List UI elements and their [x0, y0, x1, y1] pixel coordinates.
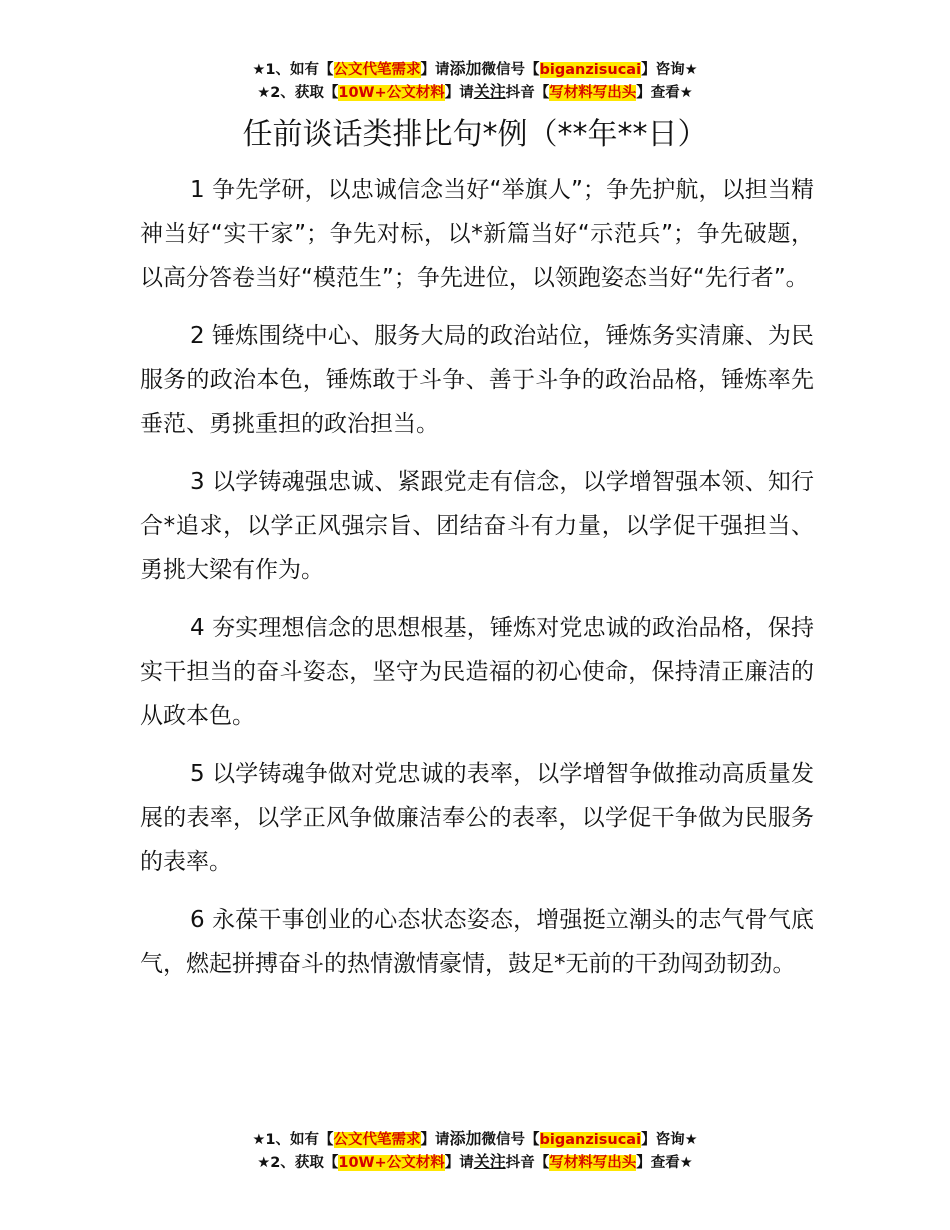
paragraph-2: 2 锤炼围绕中心、服务大局的政治站位，锤炼务实清廉、为民服务的政治本色，锤炼敢于斗争、善于斗争的政治品格，锤炼率先垂范、勇挑重担的政治担当。	[140, 323, 814, 437]
banner-emphasis: 添加	[449, 59, 482, 78]
highlight-service: 公文代笔需求	[333, 62, 421, 78]
banner-text: 微信号【	[481, 62, 540, 78]
banner-line-1	[0, 1128, 950, 1151]
paragraph-3: 3 以学铸魂强忠诚、紧跟党走有信念，以学增智强本领、知行合*追求，以学正风强宗旨、团结奋斗有力量，以学促干强担当、勇挑大梁有作为。	[140, 469, 814, 583]
paragraph-1: 1 争先学研，以忠诚信念当好“举旗人”；争先护航，以担当精神当好“实干家”；争先对标，以*新篇当好“示范兵”；争先破题，以高分答卷当好“模范生”；争先进位，以领跑姿态当好“先行者”。	[140, 177, 814, 291]
banner-text: 1、如有【	[265, 62, 334, 78]
header-banner	[0, 58, 950, 104]
highlight-douyin-account: 写材料写出头	[549, 85, 637, 101]
banner-text: 】请	[444, 85, 474, 101]
document-title: 任前谈话类排比句*例（**年**日）	[242, 117, 708, 152]
star-icon: ★	[252, 62, 266, 78]
highlight-wechat-id: biganzisucai	[539, 62, 642, 78]
star-icon: ★	[252, 1132, 266, 1148]
star-icon: ★	[257, 85, 271, 101]
banner-text: 1、如有【	[265, 1132, 334, 1148]
banner-line-2	[0, 81, 950, 104]
banner-line-1	[0, 58, 950, 81]
star-icon: ★	[257, 1155, 271, 1171]
highlight-materials: 10W+公文材料	[338, 1155, 445, 1171]
banner-emphasis: 关注	[473, 82, 506, 101]
banner-text: 】咨询★	[641, 62, 698, 78]
banner-text: 】请	[420, 62, 450, 78]
banner-text: 抖音【	[505, 85, 550, 101]
banner-text: 微信号【	[481, 1132, 540, 1148]
paragraph-5: 5 以学铸魂争做对党忠诚的表率，以学增智争做推动高质量发展的表率，以学正风争做廉洁奉公的表率，以学促干争做为民服务的表率。	[140, 761, 814, 875]
banner-text: 】请	[444, 1155, 474, 1171]
footer-banner	[0, 1128, 950, 1174]
document-body	[140, 168, 814, 1000]
banner-text: 】请	[420, 1132, 450, 1148]
banner-emphasis: 添加	[449, 1129, 482, 1148]
banner-text: 】咨询★	[641, 1132, 698, 1148]
banner-line-2	[0, 1151, 950, 1174]
highlight-materials: 10W+公文材料	[338, 85, 445, 101]
banner-emphasis: 关注	[473, 1152, 506, 1171]
highlight-douyin-account: 写材料写出头	[549, 1155, 637, 1171]
highlight-service: 公文代笔需求	[333, 1132, 421, 1148]
banner-text: 抖音【	[505, 1155, 550, 1171]
banner-text: 】查看★	[636, 1155, 693, 1171]
paragraph-4: 4 夯实理想信念的思想根基，锤炼对党忠诚的政治品格，保持实干担当的奋斗姿态，坚守为民造福的初心使命，保持清正廉洁的从政本色。	[140, 615, 814, 729]
banner-text: 2、获取【	[270, 85, 339, 101]
banner-text: 】查看★	[636, 85, 693, 101]
banner-text: 2、获取【	[270, 1155, 339, 1171]
paragraph-6: 6 永葆干事创业的心态状态姿态，增强挺立潮头的志气骨气底气，燃起拼搏奋斗的热情激情豪情，鼓足*无前的干劲闯劲韧劲。	[140, 907, 814, 977]
highlight-wechat-id: biganzisucai	[539, 1132, 642, 1148]
